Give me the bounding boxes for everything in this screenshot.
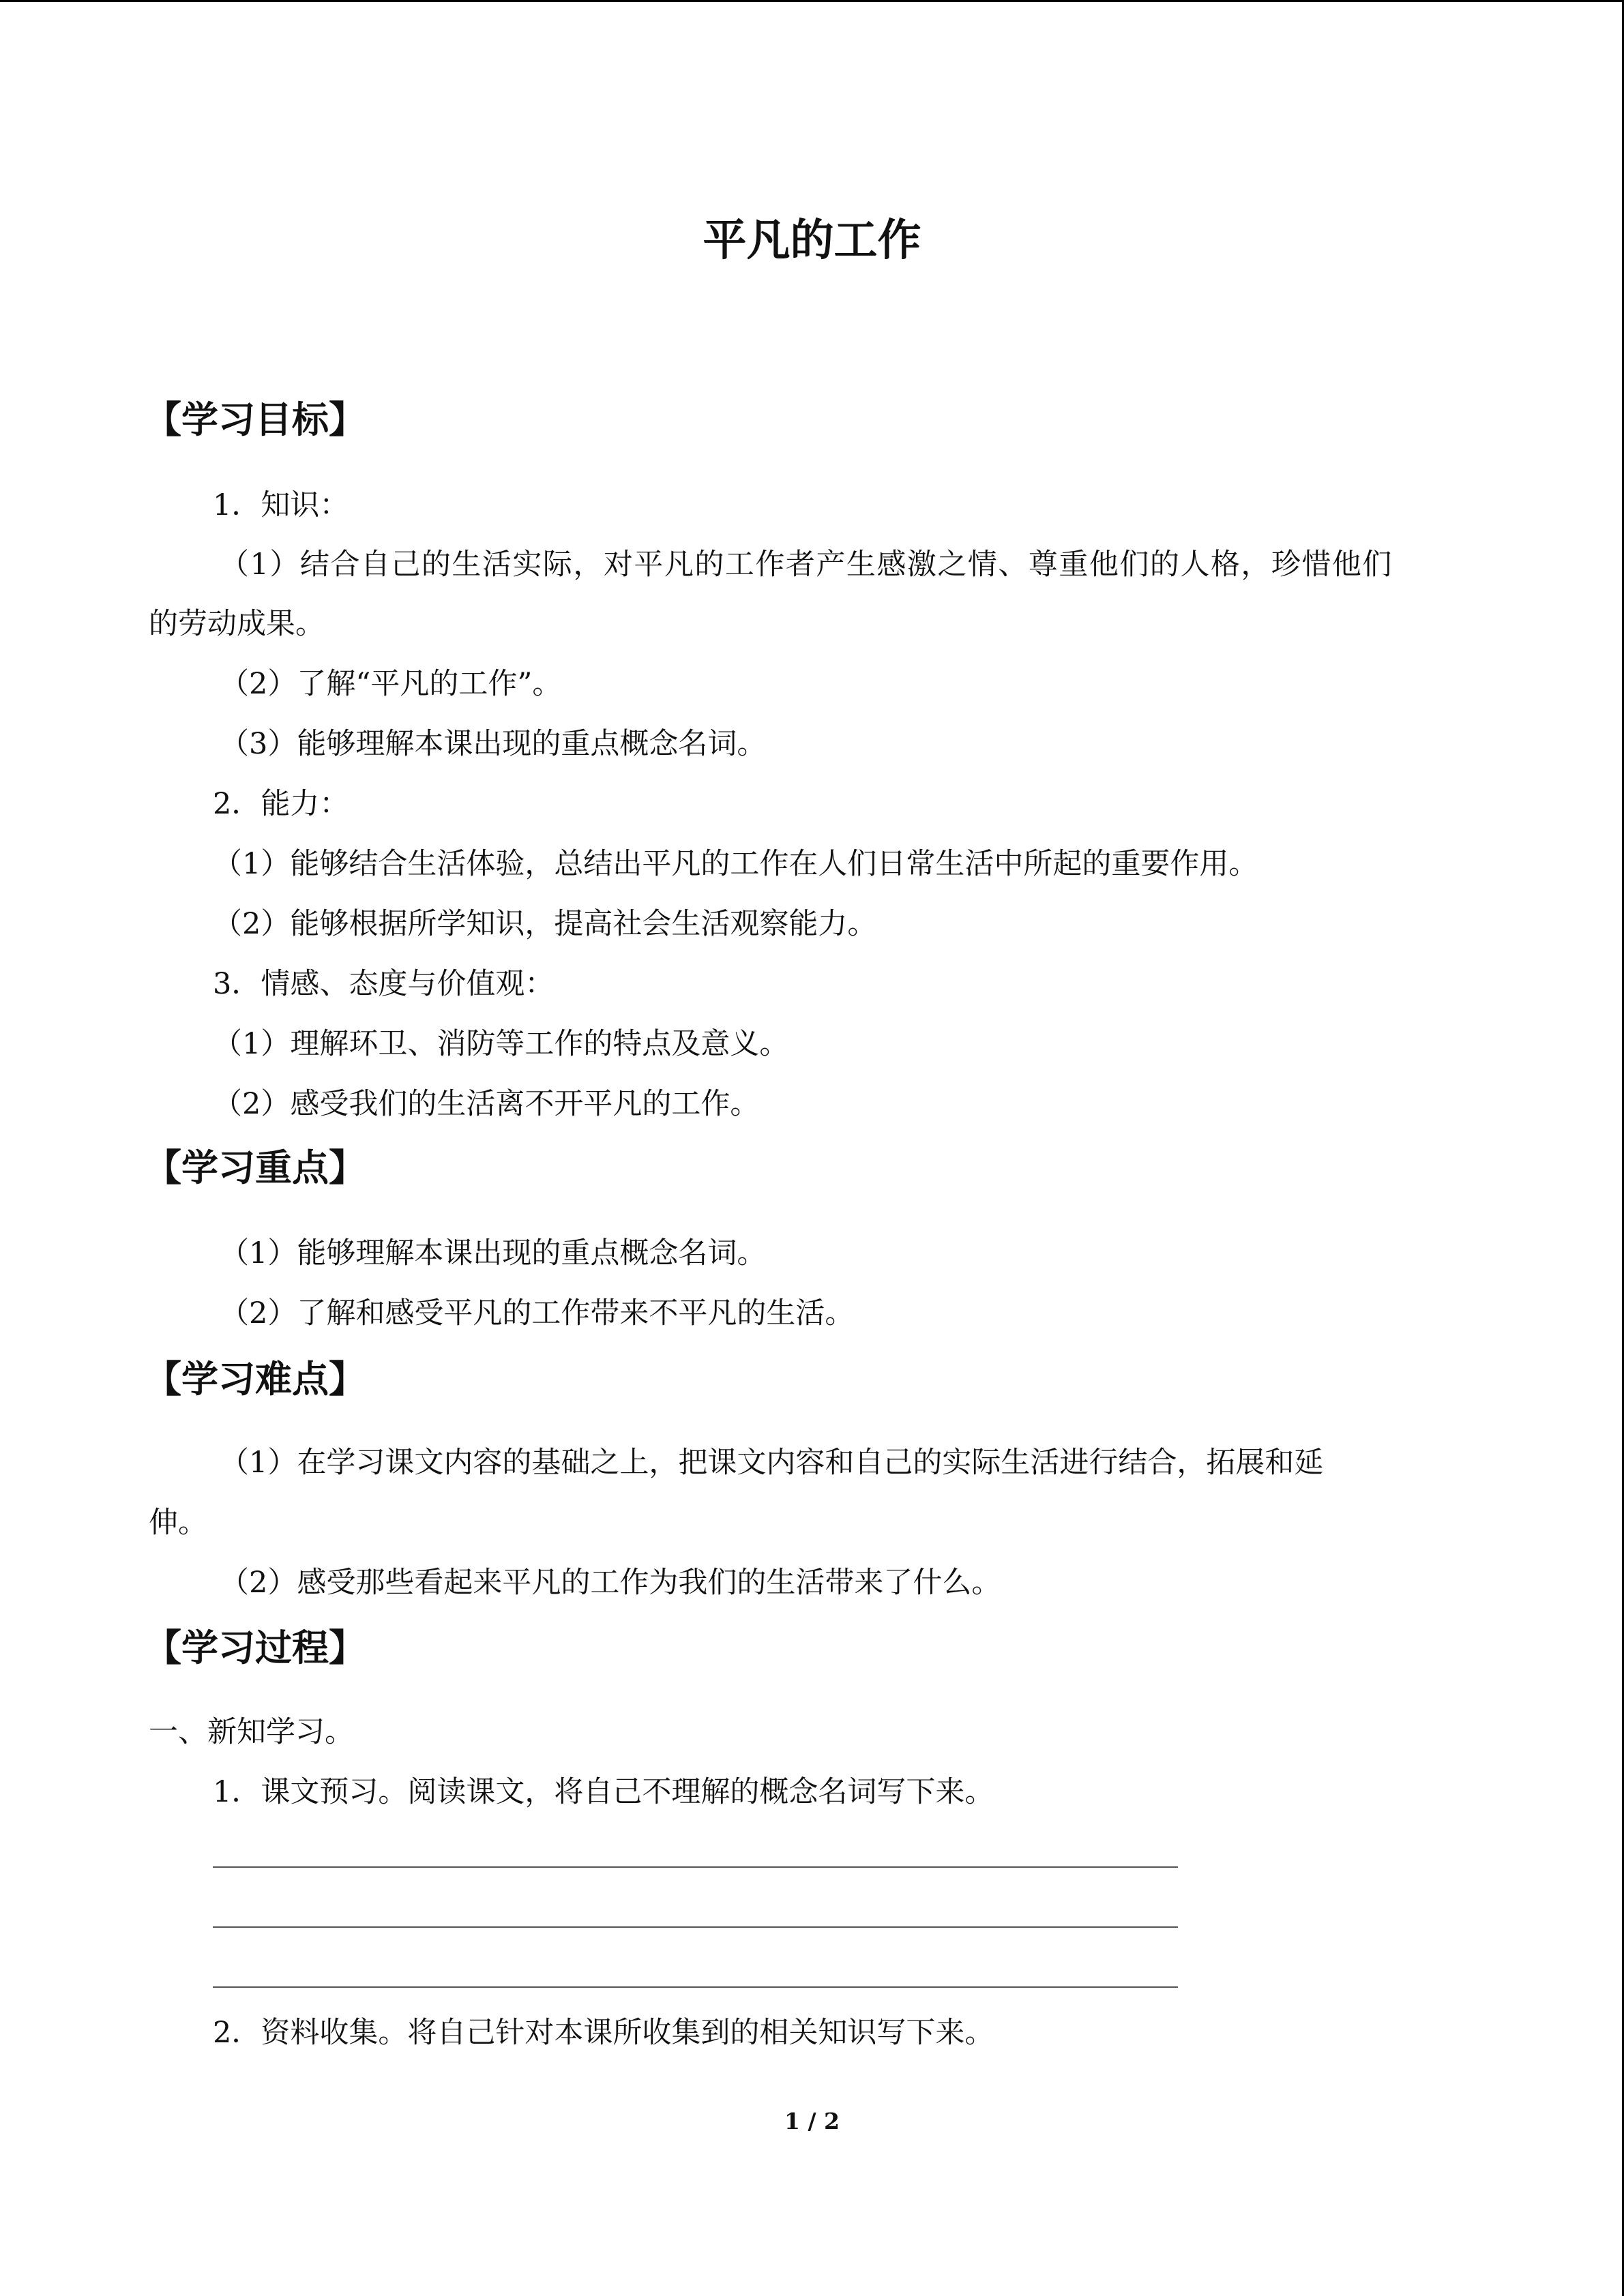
key-points-item-1: （1）能够理解本课出现的重点概念名词。 xyxy=(220,1236,767,1270)
section-heading-key-points: 【学习重点】 xyxy=(145,1146,366,1189)
process-task-1: 1．课文预习。阅读课文，将自己不理解的概念名词写下来。 xyxy=(213,1775,994,1809)
key-points-item-2: （2）了解和感受平凡的工作带来不平凡的生活。 xyxy=(220,1296,855,1330)
goals-knowledge-item-3: （3）能够理解本课出现的重点概念名词。 xyxy=(220,727,767,761)
process-part-1: 一、新知学习。 xyxy=(149,1715,354,1749)
difficulties-item-1: （1）在学习课文内容的基础之上，把课文内容和自己的实际生活进行结合，拓展和延 xyxy=(220,1446,1324,1480)
section-heading-difficulties: 【学习难点】 xyxy=(145,1358,366,1401)
section-heading-goals: 【学习目标】 xyxy=(145,398,366,441)
goals-attitude-item-1: （1）理解环卫、消防等工作的特点及意义。 xyxy=(213,1027,789,1061)
page-title: 平凡的工作 xyxy=(703,215,921,266)
goals-knowledge-item-1-cont: 的劳动成果。 xyxy=(149,607,325,641)
goals-ability-item-1: （1）能够结合生活体验，总结出平凡的工作在人们日常生活中所起的重要作用。 xyxy=(213,847,1258,881)
process-task-2: 2．资料收集。将自己针对本课所收集到的相关知识写下来。 xyxy=(213,2016,994,2050)
difficulties-item-2: （2）感受那些看起来平凡的工作为我们的生活带来了什么。 xyxy=(220,1566,1001,1600)
goals-attitude-label: 3．情感、态度与价值观： xyxy=(213,967,555,1001)
goals-ability-item-2: （2）能够根据所学知识，提高社会生活观察能力。 xyxy=(213,907,877,941)
answer-line-2[interactable] xyxy=(213,1926,1178,1928)
goals-ability-label: 2．能力： xyxy=(213,787,349,821)
answer-line-3[interactable] xyxy=(213,1986,1178,1988)
answer-line-1[interactable] xyxy=(213,1866,1178,1868)
section-heading-process: 【学习过程】 xyxy=(145,1626,366,1669)
page-number: 1 / 2 xyxy=(784,2108,840,2134)
goals-attitude-item-2: （2）感受我们的生活离不开平凡的工作。 xyxy=(213,1087,760,1121)
goals-knowledge-item-2: （2）了解“平凡的工作”。 xyxy=(220,667,562,701)
difficulties-item-1-cont: 伸。 xyxy=(149,1506,207,1540)
goals-knowledge-label: 1．知识： xyxy=(213,488,349,522)
goals-knowledge-item-1: （1）结合自己的生活实际，对平凡的工作者产生感激之情、尊重他们的人格，珍惜他们 xyxy=(220,548,1393,582)
